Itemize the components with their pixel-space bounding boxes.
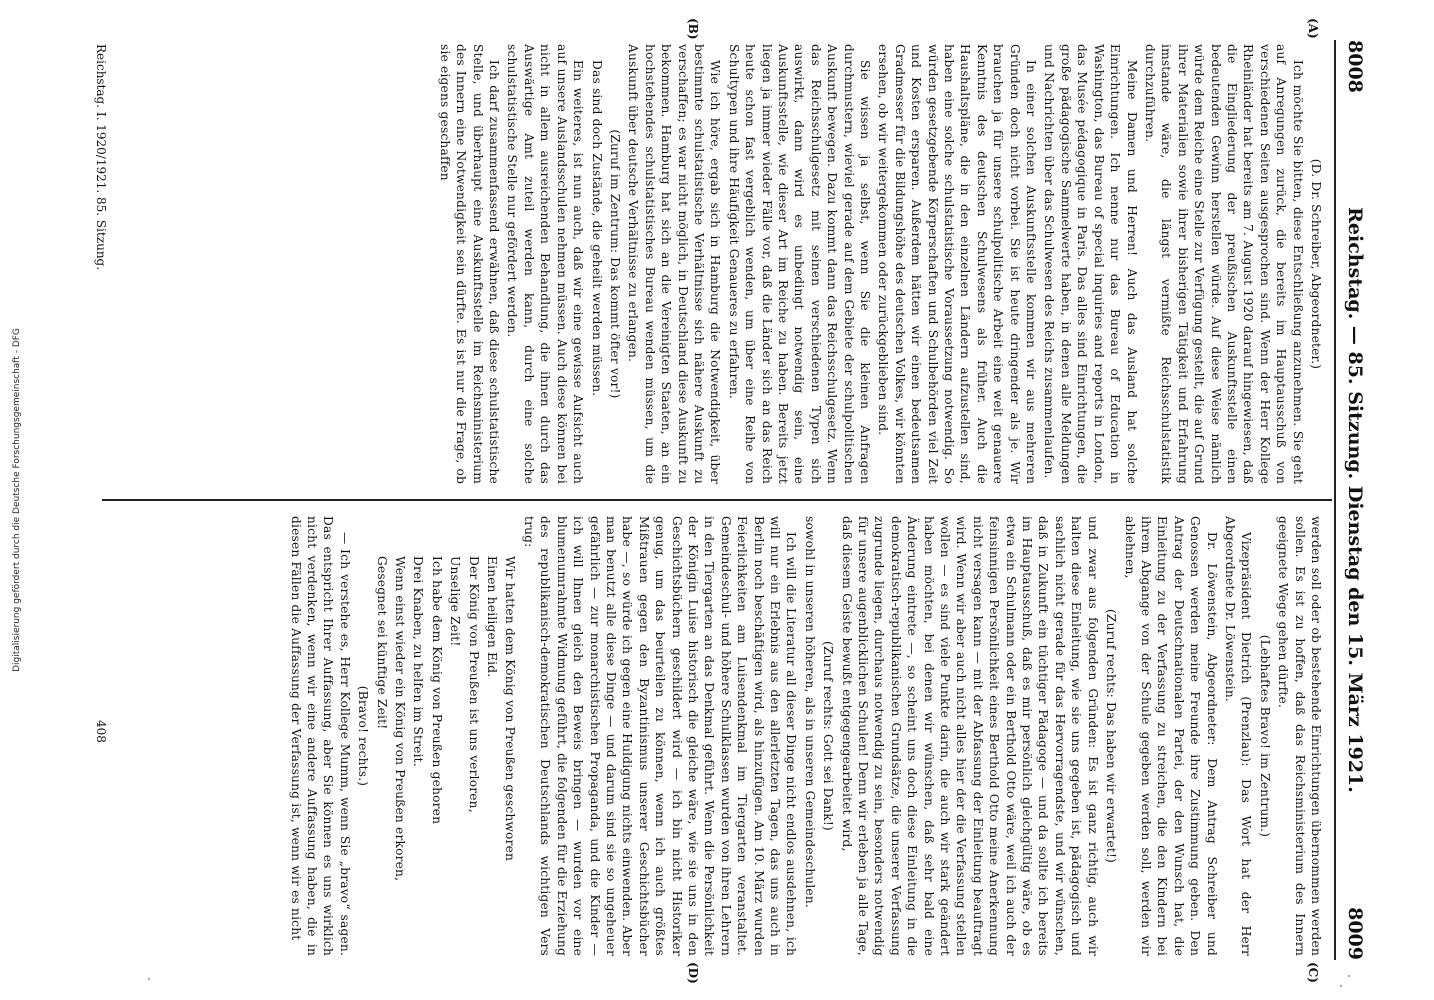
verse-line: Drei Knaben, zu helfen im Streit. <box>411 556 426 767</box>
verse-line: Unselige Zeit! <box>448 556 463 647</box>
interjection: (Lebhaftes Bravo! im Zentrum.) <box>1257 634 1272 838</box>
paragraph: werden soll oder ob bestehende Einrichtungen übernommen werden sollen. Es ist zu hoffen, daß das Reichsministerium des Innern geeignete Wege gehen dürfte. <box>1276 516 1323 956</box>
margin-mark-a: (A) <box>1306 18 1320 39</box>
digitization-credit-text: Digitalisierung gefördert durch die Deutsche Forschungsgemeinschaft - DFG <box>12 328 22 672</box>
right-footer: 408 <box>94 720 108 743</box>
paragraph: Ich möchte Sie bitten, diese Entschließung anzunehmen. Sie geht auf Anregungen zurück, die bereits im Hauptausschuß von verschiedenen Seiten ausgesprochen sind. Wenn der Herr Kollege Rheinländer hat bereits am 7. August 1920 darauf hingewiesen, daß die Eingliederung der preußischen Auskunftsstelle einen bedeutenden Gewinn herstellen würde. Auf diese Weise nämlich würde dem Reiche eine Stelle zur Verfügung gestellt, die auf Grund ihrer Materialien sowie ihrer bisherigen Tätigkeit und Erfahrung imstande wäre, die längst vermißte Reichsschulstatistik durchzuführen. <box>1142 44 1305 484</box>
scan-speck <box>1348 975 1350 977</box>
margin-mark-d: (D) <box>686 962 700 984</box>
paragraph: Sie wissen ja selbst, wenn Sie die kleinen Anfragen durchmustern, wieviel gerade auf dem Gebiete der schulpolitischen Auskunft bewegen. Dazu kommt dann das Reichsschulgesetz. Wenn das Reichsschulgesetz mit seinen verschiedenen Typen sich auswirkt, dann wird es unbedingt notwendig sein, eine Auskunftsstelle, wie dieser Art im Reiche zu haben. Bereits jetzt liegen ja immer wieder Fälle vor, daß die Länder sich an das Reich heute schon fast vergeblich wenden, um über eine Reihe von Schultypen und ihre Häufigkeit Genaueres zu erfahren. <box>726 44 873 484</box>
page-number-right: 8009 <box>1344 907 1366 960</box>
paragraph: Meine Damen und Herren! Auch das Ausland hat solche Einrichtungen. Ich nenne nur das Bureau of Education in Washington, das Bureau of special inquiries and reports in London, das Musée pédagogique in Paris. Das alles sind Einrichtungen, die große pädagogische Sammelwerte haben, in denen alle Meldungen und Nachrichten über das Schulwesen des Reichs zusammenlaufen. <box>1042 44 1139 484</box>
paragraph: und zwar aus folgenden Gründen: Es ist ganz richtig, auch wir halten diese Einleitung, wie sie uns gegeben ist, pädagogisch und sachlich nicht gerade für das Hervorragendste, und wir wünschen, daß in Zukunft ein tüchtiger Pädagoge — und da sollte ich bereits im Hauptausschuß, daß es mir persönlich gleichgültig wäre, ob es etwa ein Schulmann oder ein Berthold Otto wäre, weil ich auch der feinsinnigen Persönlichkeit eines Berthold Otto meine Anerkennung nicht versagen kann — mit der Abfassung der Einleitung beauftragt wird. Wenn wir aber auch nicht alles hier der die Verfassung stellen wollen — es sind viele Punkte darin, die auch wir stark geändert haben möchten, bei denen wir wünschen, daß sehr bald eine Änderung eintrete —, so scheint uns doch diese Einleitung in die demokratisch-republikanischen Grundsätze, die unserer Verfassung zugrunde liegen, durchaus notwendig zu sein, besonders notwendig für unsere augenblicklichen Schulen! Denn wir erleben ja alle Tage, daß diesem Geiste bewußt entgegengearbeitet wird, <box>839 516 1100 956</box>
paragraph: — Ich verstehe es, Herr Kollege Mumm, wenn Sie „bravo“ sagen. Das entspricht Ihrer Auffassung, aber Sie können es uns wirklich nicht verdenken, wenn wir eine andere Auffassung haben, die in diesen Fällen die Auffassung der Verfassung ist, wenn wir es nicht <box>288 516 352 956</box>
paragraph: sowohl in unseren höheren, als in unseren Gemeindeschulen. <box>802 516 817 908</box>
margin-mark-b: (B) <box>686 18 700 40</box>
paragraph: Vizepräsident Dietrich (Prenzlau): Das Wort hat der Herr Abgeordnete Dr. Löwenstein. <box>1222 516 1254 956</box>
header-rule <box>1334 40 1336 960</box>
paragraph: In einer solchen Auskunftsstelle kommen wir aus mehreren Gründen doch nicht vorbei. Sie ist heute dringender als je. Wir brauchen ja für unsere schulpolitische Arbeit eine weit genauere Kenntnis des deutschen Schulwesens als früher. Auch die Haushaltspläne, die in den einzelnen Ländern aufzustellen sind, haben eine solche schulstatistische Voraussetzung notwendig. So würden gesetzgebende Körperschaften und Schulbehörden viel Zeit und Kosten ersparen. Außerdem hätten wir einen bedeutsamen Gradmesser für die Bildungshöhe des deutschen Volkes, wir könnten ersehen, ob wir weitergekommen oder zurückgeblieben sind. <box>876 44 1039 484</box>
interjection: (Bravo! rechts.) <box>356 685 371 787</box>
paragraph: Ich darf zusammenfassend erwähnen, daß diese schulstatistische Stelle, und überhaupt eine Auskunftsstelle im Reichsministerium des Innern eine Notwendigkeit sein dürfte. Es ist nur die Frage, ob sie eigens geschaffen <box>437 44 502 484</box>
interjection: (Zuruf rechts: Das haben wir erwartet!) <box>1104 608 1119 864</box>
paragraph: Ich will die Literatur all dieser Dinge nicht endlos ausdehnen, ich will nur ein Erlebnis aus den allerletzten Tagen, das uns auch in Berlin noch beschäftigen wird, als hinzufügen. Am 10. März wurden Feierlichkeiten am Luisendenkmal im Tiergarten veranstaltet. Gemeindeschul- und höhere Schulklassen wurden von ihren Lehrern in den Tiergarten an das Denkmal geführt. Wenn die Persönlichkeit der Königin Luise historisch die gleiche wäre, wie sie uns in den Geschichtsbüchern geschildert wird — ich bin nicht Historiker genug, um das beurteilen zu können, wenn ich auch größtes Mißtrauen gegen den Byzantinismus unserer Geschichtsbücher habe —, so würde ich gegen eine Huldigung nichts einwenden. Aber man benutzt alle diese Dinge — und darum sind sie so ungeheuer gefährlich — zur monarchistischen Propaganda, und die Kinder — ich will Ihnen gleich den Beweis bringen — wurden vor eine blumenumrahmte Widmung geführt, die folgenden für die Erziehung des republikanisch-demokratischen Deutschlands wichtigen Vers trug: <box>521 516 799 956</box>
margin-mark-c: (C) <box>1306 962 1320 983</box>
page-number-left: 8008 <box>1344 40 1366 93</box>
paragraph: Das sind doch Zustände, die geheilt werden müssen. <box>589 60 604 397</box>
scan-speck <box>1340 985 1342 987</box>
verse-line: Ich habe dem König von Preußen gehoren <box>429 556 444 825</box>
interjection: (Zuruf rechts: Gott sei Dank!) <box>821 641 836 831</box>
verse-line: Einen heiligen Eid. <box>485 556 500 678</box>
left-footer: Reichstag. I. 1920/1921. 85. Sitzung. <box>94 44 108 271</box>
column-divider <box>102 499 1332 501</box>
verse-line: Wenn einst wieder ein König von Preußen erkoren, <box>393 556 408 882</box>
scanned-page <box>80 0 1390 1000</box>
verse-line: Der König von Preußen ist uns verloren, <box>466 556 481 813</box>
verse-line: Gesegnet sei künftige Zeit! <box>374 556 389 730</box>
paragraph: Ein weiteres, ist nun auch, daß wir eine gewisse Aufsicht auch auf unsere Auslandsschulen nehmen müssen. Auch diese können bei nicht in allem ausreichenden Behandlung, die ihnen durch das Auswärtige Amt zuteil werden kann, durch eine solche schulstatistische Stelle nur gefördert werden. <box>505 44 586 484</box>
interjection: (Zuruf im Zentrum: Das kommt öfter vor!) <box>607 129 622 399</box>
paragraph: Wie ich höre, ergab sich in Hamburg die Notwendigkeit, über bestimmte schulstatistische Verhältnisse sich nähere Auskunft zu verschaffen; es war nicht möglich, in Deutschland diese Auskunft zu bekommen. Hamburg hat sich an die Vereinigten Staaten, an ein hochstehendes schulstatistisches Bureau wenden müssen, um die Auskunft über deutsche Verhältnisse zu erlangen. <box>626 44 723 484</box>
page-header <box>1338 40 1372 960</box>
right-column <box>285 516 1324 956</box>
page-title: Reichstag. — 85. Sitzung. Dienstag den 15. März 1921. <box>1344 207 1366 793</box>
verse-line: Wir hatten dem König von Preußen geschworen <box>503 556 518 862</box>
left-column <box>434 44 1324 484</box>
speaker-line: (D. Dr. Schreiber, Abgeordneter.) <box>1309 158 1323 370</box>
paragraph: Dr. Löwenstein, Abgeordneter: Dem Antrag Schreiber und Genossen werden meine Freunde ihre Zustimmung geben. Den Antrag der Deutschnationalen Partei, der den Wunsch hat, die Einleitung zu der Verfassung zu streichen, die den Kindern bei ihrem Abgange von der Schule gegeben werden soll, werden wir ablehnen, <box>1122 516 1219 956</box>
digitization-credit <box>2 0 22 1000</box>
scan-speck <box>148 978 150 980</box>
